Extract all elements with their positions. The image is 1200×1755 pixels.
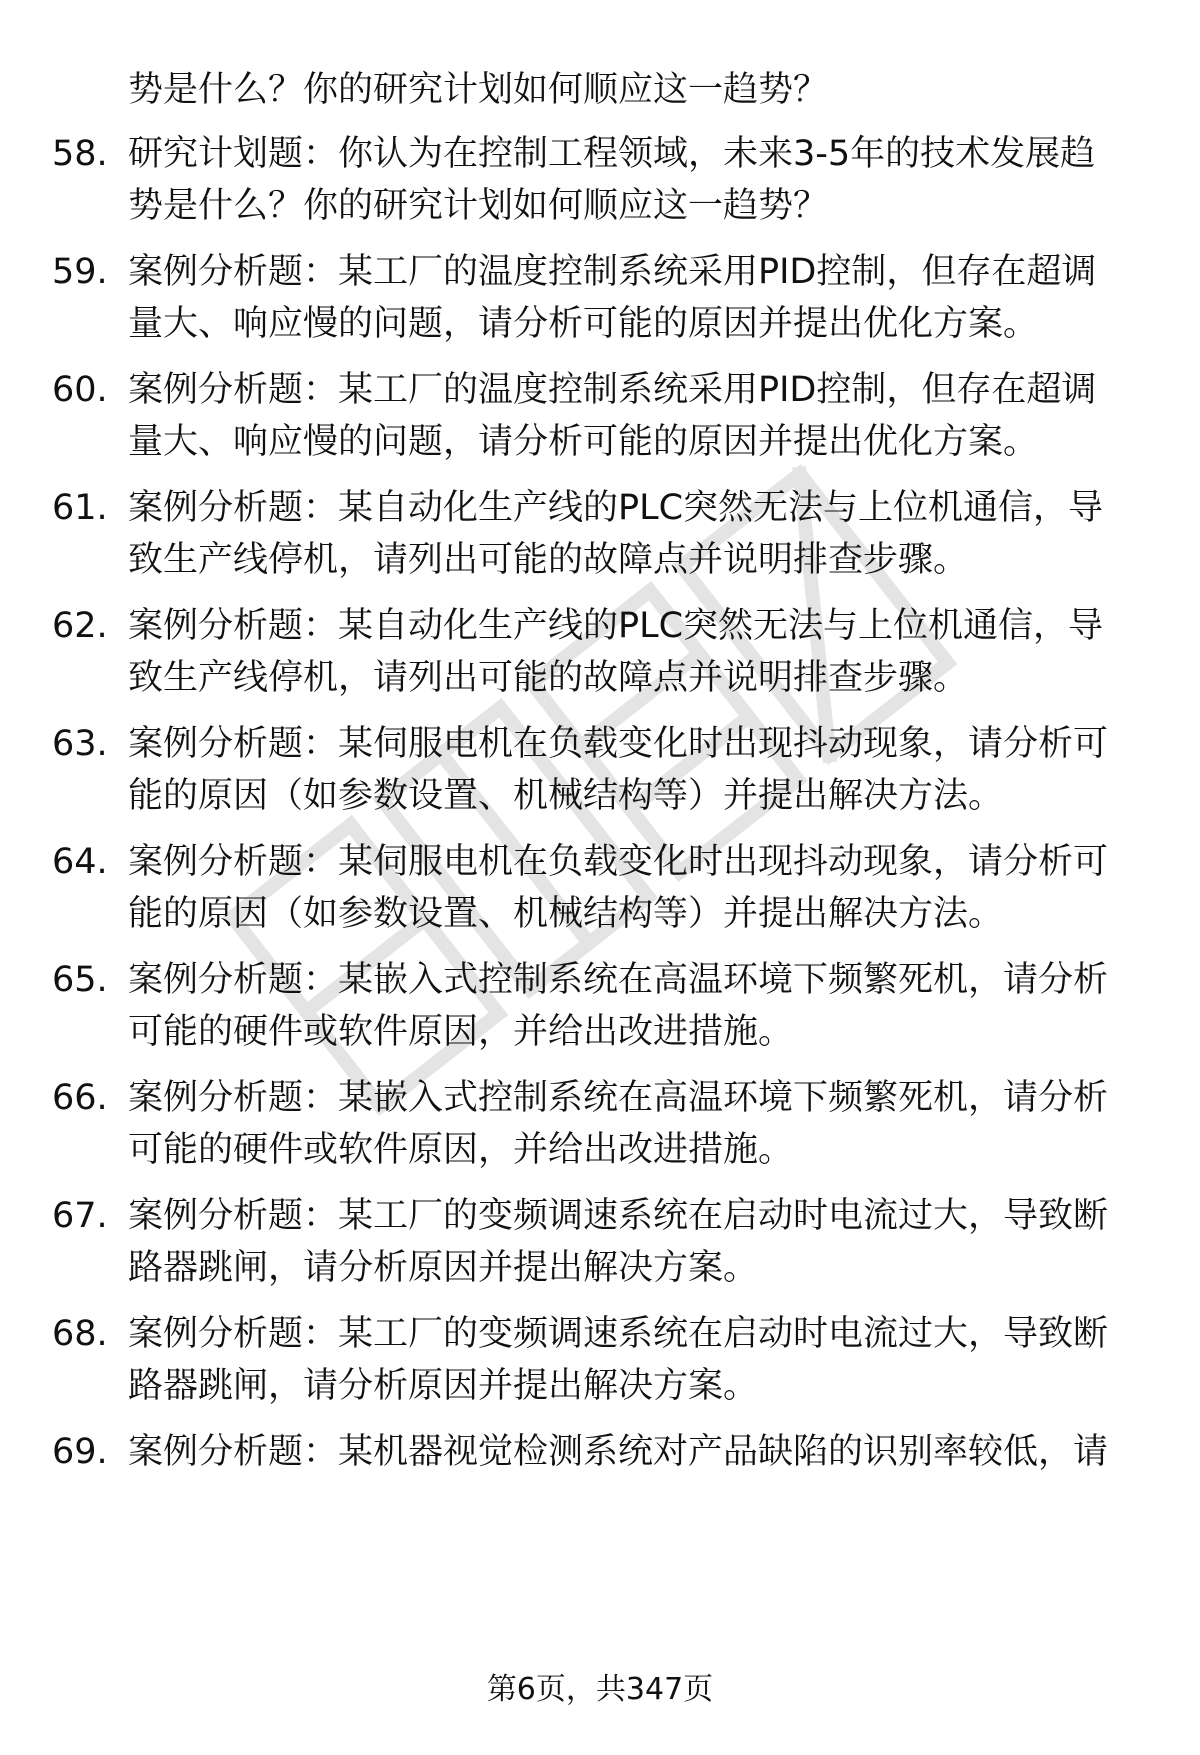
question-number: 63. <box>52 724 108 764</box>
question-text <box>128 600 1148 704</box>
question-line: 可能的硬件或软件原因，并给出改进措施。 <box>128 1130 794 1170</box>
question-item <box>52 1072 1152 1182</box>
question-text <box>128 1308 1148 1412</box>
question-line: 案例分析题：某工厂的温度控制系统采用PID控制，但存在超调 <box>128 252 1097 292</box>
question-line: 量大、响应慢的问题，请分析可能的原因并提出优化方案。 <box>128 422 1039 462</box>
question-line: 路器跳闸，请分析原因并提出解决方案。 <box>128 1366 759 1406</box>
question-number: 59. <box>52 252 108 292</box>
question-text <box>128 718 1148 822</box>
question-item <box>52 128 1152 238</box>
question-line: 案例分析题：某伺服电机在负载变化时出现抖动现象，请分析可 <box>128 842 1109 882</box>
continuation-line: 势是什么？你的研究计划如何顺应这一趋势？ <box>128 70 829 110</box>
question-number: 58. <box>52 134 108 174</box>
question-line: 量大、响应慢的问题，请分析可能的原因并提出优化方案。 <box>128 304 1039 344</box>
question-item <box>52 954 1152 1064</box>
question-text <box>128 364 1148 468</box>
question-line: 案例分析题：某伺服电机在负载变化时出现抖动现象，请分析可 <box>128 724 1109 764</box>
question-line: 案例分析题：某工厂的变频调速系统在启动时电流过大，导致断 <box>128 1314 1109 1354</box>
question-line: 路器跳闸，请分析原因并提出解决方案。 <box>128 1248 759 1288</box>
question-text <box>128 1190 1148 1294</box>
question-number: 67. <box>52 1196 108 1236</box>
question-number: 64. <box>52 842 108 882</box>
question-line: 案例分析题：某嵌入式控制系统在高温环境下频繁死机，请分析 <box>128 960 1109 1000</box>
page-footer: 第6页，共347页 <box>486 1672 714 1707</box>
question-number: 69. <box>52 1432 108 1472</box>
question-text <box>128 1426 1148 1478</box>
question-item <box>52 246 1152 356</box>
question-line: 案例分析题：某自动化生产线的PLC突然无法与上位机通信，导 <box>128 488 1104 528</box>
question-number: 62. <box>52 606 108 646</box>
question-text <box>128 836 1148 940</box>
question-number: 61. <box>52 488 108 528</box>
question-item <box>52 600 1152 710</box>
question-item <box>52 836 1152 946</box>
question-line: 研究计划题：你认为在控制工程领域，未来3-5年的技术发展趋 <box>128 134 1096 174</box>
question-line: 案例分析题：某自动化生产线的PLC突然无法与上位机通信，导 <box>128 606 1104 646</box>
question-item <box>52 364 1152 474</box>
question-line: 势是什么？你的研究计划如何顺应这一趋势？ <box>128 186 829 226</box>
question-number: 60. <box>52 370 108 410</box>
question-item <box>52 482 1152 592</box>
question-number: 65. <box>52 960 108 1000</box>
question-text <box>128 482 1148 586</box>
question-item <box>52 1426 1152 1482</box>
question-line: 可能的硬件或软件原因，并给出改进措施。 <box>128 1012 794 1052</box>
question-text <box>128 246 1148 350</box>
question-number: 66. <box>52 1078 108 1118</box>
question-line: 致生产线停机，请列出可能的故障点并说明排查步骤。 <box>128 540 969 580</box>
question-item <box>52 1190 1152 1300</box>
question-item <box>52 718 1152 828</box>
question-text <box>128 954 1148 1058</box>
question-line: 案例分析题：某嵌入式控制系统在高温环境下频繁死机，请分析 <box>128 1078 1109 1118</box>
question-line: 案例分析题：某机器视觉检测系统对产品缺陷的识别率较低，请 <box>128 1432 1109 1472</box>
question-text <box>128 128 1148 232</box>
question-line: 案例分析题：某工厂的温度控制系统采用PID控制，但存在超调 <box>128 370 1097 410</box>
question-line: 致生产线停机，请列出可能的故障点并说明排查步骤。 <box>128 658 969 698</box>
question-item <box>52 1308 1152 1418</box>
question-line: 能的原因（如参数设置、机械结构等）并提出解决方法。 <box>128 894 1004 934</box>
question-line: 案例分析题：某工厂的变频调速系统在启动时电流过大，导致断 <box>128 1196 1109 1236</box>
question-line: 能的原因（如参数设置、机械结构等）并提出解决方法。 <box>128 776 1004 816</box>
question-number: 68. <box>52 1314 108 1354</box>
question-text <box>128 1072 1148 1176</box>
